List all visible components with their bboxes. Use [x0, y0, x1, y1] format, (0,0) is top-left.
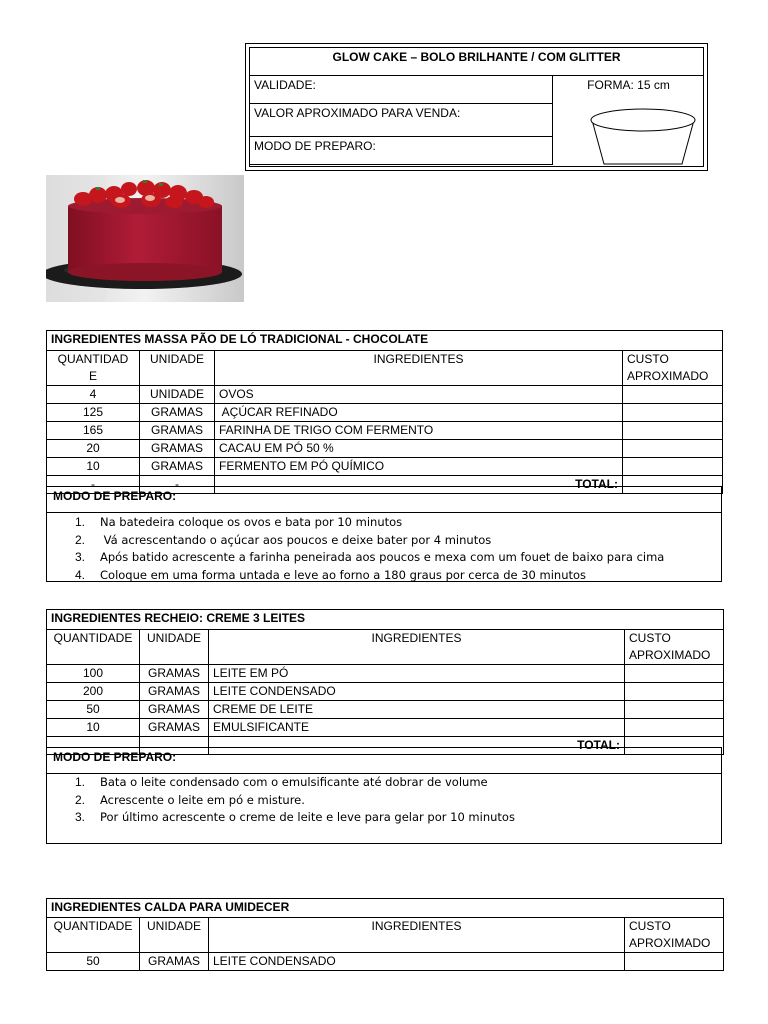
modo-preparo-label: MODO DE PREPARO:	[249, 137, 553, 165]
unit-cell: GRAMAS	[140, 719, 209, 737]
ingredient-cell: LEITE CONDENSADO	[209, 953, 625, 971]
cost-cell	[625, 665, 724, 683]
unit-cell: GRAMAS	[140, 953, 209, 971]
table-row	[47, 440, 723, 458]
recheio-table-title: INGREDIENTES RECHEIO: CREME 3 LEITES	[47, 610, 724, 630]
col-header-unidade: UNIDADE	[140, 918, 209, 953]
unit-cell: UNIDADE	[140, 386, 215, 404]
cost-cell	[623, 386, 723, 404]
list-item: 3. Após batido acrescente a farinha peneirada aos poucos e mexa com um fouet de baixo para cima	[75, 550, 665, 565]
cost-cell	[625, 953, 724, 971]
unit-cell: GRAMAS	[140, 404, 215, 422]
col-header-custo: CUSTO APROXIMADO	[625, 918, 724, 953]
ingredient-cell: OVOS	[215, 386, 623, 404]
cake-photo	[46, 175, 244, 302]
qty-cell: 100	[47, 665, 140, 683]
col-header-unidade: UNIDADE	[140, 351, 215, 386]
qty-cell: 20	[47, 440, 140, 458]
recheio-prep-box	[46, 747, 722, 844]
unit-cell: GRAMAS	[140, 665, 209, 683]
validade-label: VALIDADE:	[249, 76, 553, 104]
table-row	[47, 422, 723, 440]
recipe-title: GLOW CAKE – BOLO BRILHANTE / COM GLITTER	[249, 47, 704, 76]
col-header-custo: CUSTO APROXIMADO	[625, 630, 724, 665]
recheio-table	[46, 609, 724, 755]
table-row	[47, 404, 723, 422]
recheio-steps-list	[47, 774, 721, 827]
qty-cell: 165	[47, 422, 140, 440]
cost-cell	[623, 458, 723, 476]
table-row	[47, 665, 724, 683]
qty-cell: 4	[47, 386, 140, 404]
col-header-quantidade: QUANTIDAD E	[47, 351, 140, 386]
qty-cell: 10	[47, 719, 140, 737]
calda-table	[46, 898, 724, 971]
col-header-ingredientes: INGREDIENTES	[215, 351, 623, 386]
unit-cell: -	[140, 476, 215, 494]
cost-cell	[623, 422, 723, 440]
list-item: 1. Bata o leite condensado com o emulsificante até dobrar de volume	[75, 775, 488, 789]
unit-cell: GRAMAS	[140, 683, 209, 701]
massa-table-title: INGREDIENTES MASSA PÃO DE LÓ TRADICIONAL - CHOCOLATE	[47, 331, 723, 351]
ingredient-cell: AÇÚCAR REFINADO	[215, 404, 623, 422]
cake-pan-icon	[588, 104, 698, 168]
qty-cell: 50	[47, 701, 140, 719]
massa-prep-title: MODO DE PREPARO:	[47, 487, 721, 513]
col-header-ingredientes: INGREDIENTES	[209, 630, 625, 665]
valor-venda-label: VALOR APROXIMADO PARA VENDA:	[249, 104, 553, 137]
ingredient-cell: CACAU EM PÓ 50 %	[215, 440, 623, 458]
table-row	[47, 683, 724, 701]
recheio-prep-title: MODO DE PREPARO:	[47, 748, 721, 774]
massa-prep-box	[46, 486, 722, 582]
cost-cell	[623, 404, 723, 422]
unit-cell: GRAMAS	[140, 422, 215, 440]
col-header-ingredientes: INGREDIENTES	[209, 918, 625, 953]
list-item: 2. Acrescente o leite em pó e misture.	[75, 792, 305, 807]
forma-label: FORMA: 15 cm	[587, 78, 670, 92]
ingredient-cell: EMULSIFICANTE	[209, 719, 625, 737]
qty-cell: 200	[47, 683, 140, 701]
cost-cell	[623, 440, 723, 458]
list-item: 3. Por último acrescente o creme de leite e leve para gelar por 10 minutos	[75, 810, 515, 825]
qty-cell: 125	[47, 404, 140, 422]
unit-cell: GRAMAS	[140, 440, 215, 458]
total-label: TOTAL:	[215, 476, 623, 494]
ingredient-cell: CREME DE LEITE	[209, 701, 625, 719]
cost-cell	[625, 683, 724, 701]
cost-cell	[625, 719, 724, 737]
massa-table	[46, 330, 723, 494]
table-row	[47, 719, 724, 737]
massa-steps-list	[47, 513, 721, 584]
ingredient-cell: LEITE CONDENSADO	[209, 683, 625, 701]
list-item: 1. Na batedeira coloque os ovos e bata por 10 minutos	[75, 515, 403, 529]
table-row	[47, 386, 723, 404]
calda-table-title: INGREDIENTES CALDA PARA UMIDECER	[47, 899, 724, 918]
ingredient-cell: FARINHA DE TRIGO COM FERMENTO	[215, 422, 623, 440]
list-item: 4. Coloque em uma forma untada e leve ao forno a 180 graus por cerca de 30 minutos	[75, 567, 587, 582]
qty-cell: 50	[47, 953, 140, 971]
table-row	[47, 458, 723, 476]
table-row	[47, 701, 724, 719]
qty-cell: -	[47, 476, 140, 494]
col-header-unidade: UNIDADE	[140, 630, 209, 665]
qty-cell: 10	[47, 458, 140, 476]
col-header-quantidade: QUANTIDADE	[47, 918, 140, 953]
unit-cell: GRAMAS	[140, 458, 215, 476]
total-label: TOTAL:	[209, 737, 625, 755]
unit-cell: GRAMAS	[140, 701, 209, 719]
col-header-quantidade: QUANTIDADE	[47, 630, 140, 665]
table-row	[47, 953, 724, 971]
list-item: 2. Vá acrescentando o açúcar aos poucos e deixe bater por 4 minutos	[75, 532, 492, 547]
ingredient-cell: LEITE EM PÓ	[209, 665, 625, 683]
ingredient-cell: FERMENTO EM PÓ QUÍMICO	[215, 458, 623, 476]
col-header-custo: CUSTO APROXIMADO	[623, 351, 723, 386]
cost-cell	[625, 701, 724, 719]
